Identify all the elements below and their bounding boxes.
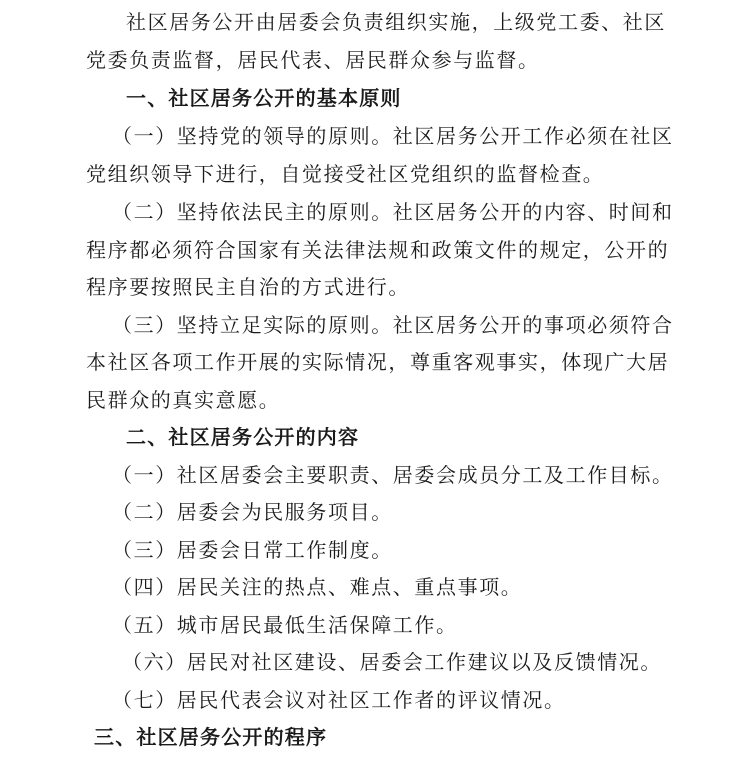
list-item: （三）居委会日常工作制度。: [112, 538, 393, 562]
paragraph-line: 党委负责监督，居民代表、居民群众参与监督。: [86, 48, 540, 72]
paragraph-line: 党组织领导下进行，自觉接受社区党组织的监督检查。: [86, 162, 605, 186]
list-item: （一）社区居委会主要职责、居委会成员分工及工作目标。: [112, 463, 674, 487]
paragraph-line: 民群众的真实意愿。: [86, 388, 281, 412]
paragraph-line: （一）坚持党的领导的原则。社区居务公开工作必须在社区: [112, 124, 674, 148]
paragraph-line: 本社区各项工作开展的实际情况，尊重客观事实，体现广大居: [86, 350, 670, 374]
paragraph-line: （三）坚持立足实际的原则。社区居务公开的事项必须符合: [112, 313, 674, 337]
paragraph-line: 社区居务公开由居委会负责组织实施，上级党工委、社区: [126, 10, 666, 34]
section-heading-3: 三、社区居务公开的程序: [94, 725, 328, 749]
list-item: （六）居民对社区建设、居委会工作建议以及反馈情况。: [122, 650, 662, 674]
list-item: （七）居民代表会议对社区工作者的评议情况。: [112, 688, 566, 712]
paragraph-line: （二）坚持依法民主的原则。社区居务公开的内容、时间和: [112, 200, 674, 224]
paragraph-line: 程序都必须符合国家有关法律法规和政策文件的规定，公开的: [86, 238, 670, 262]
list-item: （五）城市居民最低生活保障工作。: [112, 613, 458, 637]
list-item: （二）居委会为民服务项目。: [112, 500, 393, 524]
section-heading-1: 一、社区居务公开的基本原则: [126, 86, 402, 110]
list-item: （四）居民关注的热点、难点、重点事项。: [112, 575, 523, 599]
section-heading-2: 二、社区居务公开的内容: [126, 425, 360, 449]
paragraph-line: 程序要按照民主自治的方式进行。: [86, 275, 410, 299]
